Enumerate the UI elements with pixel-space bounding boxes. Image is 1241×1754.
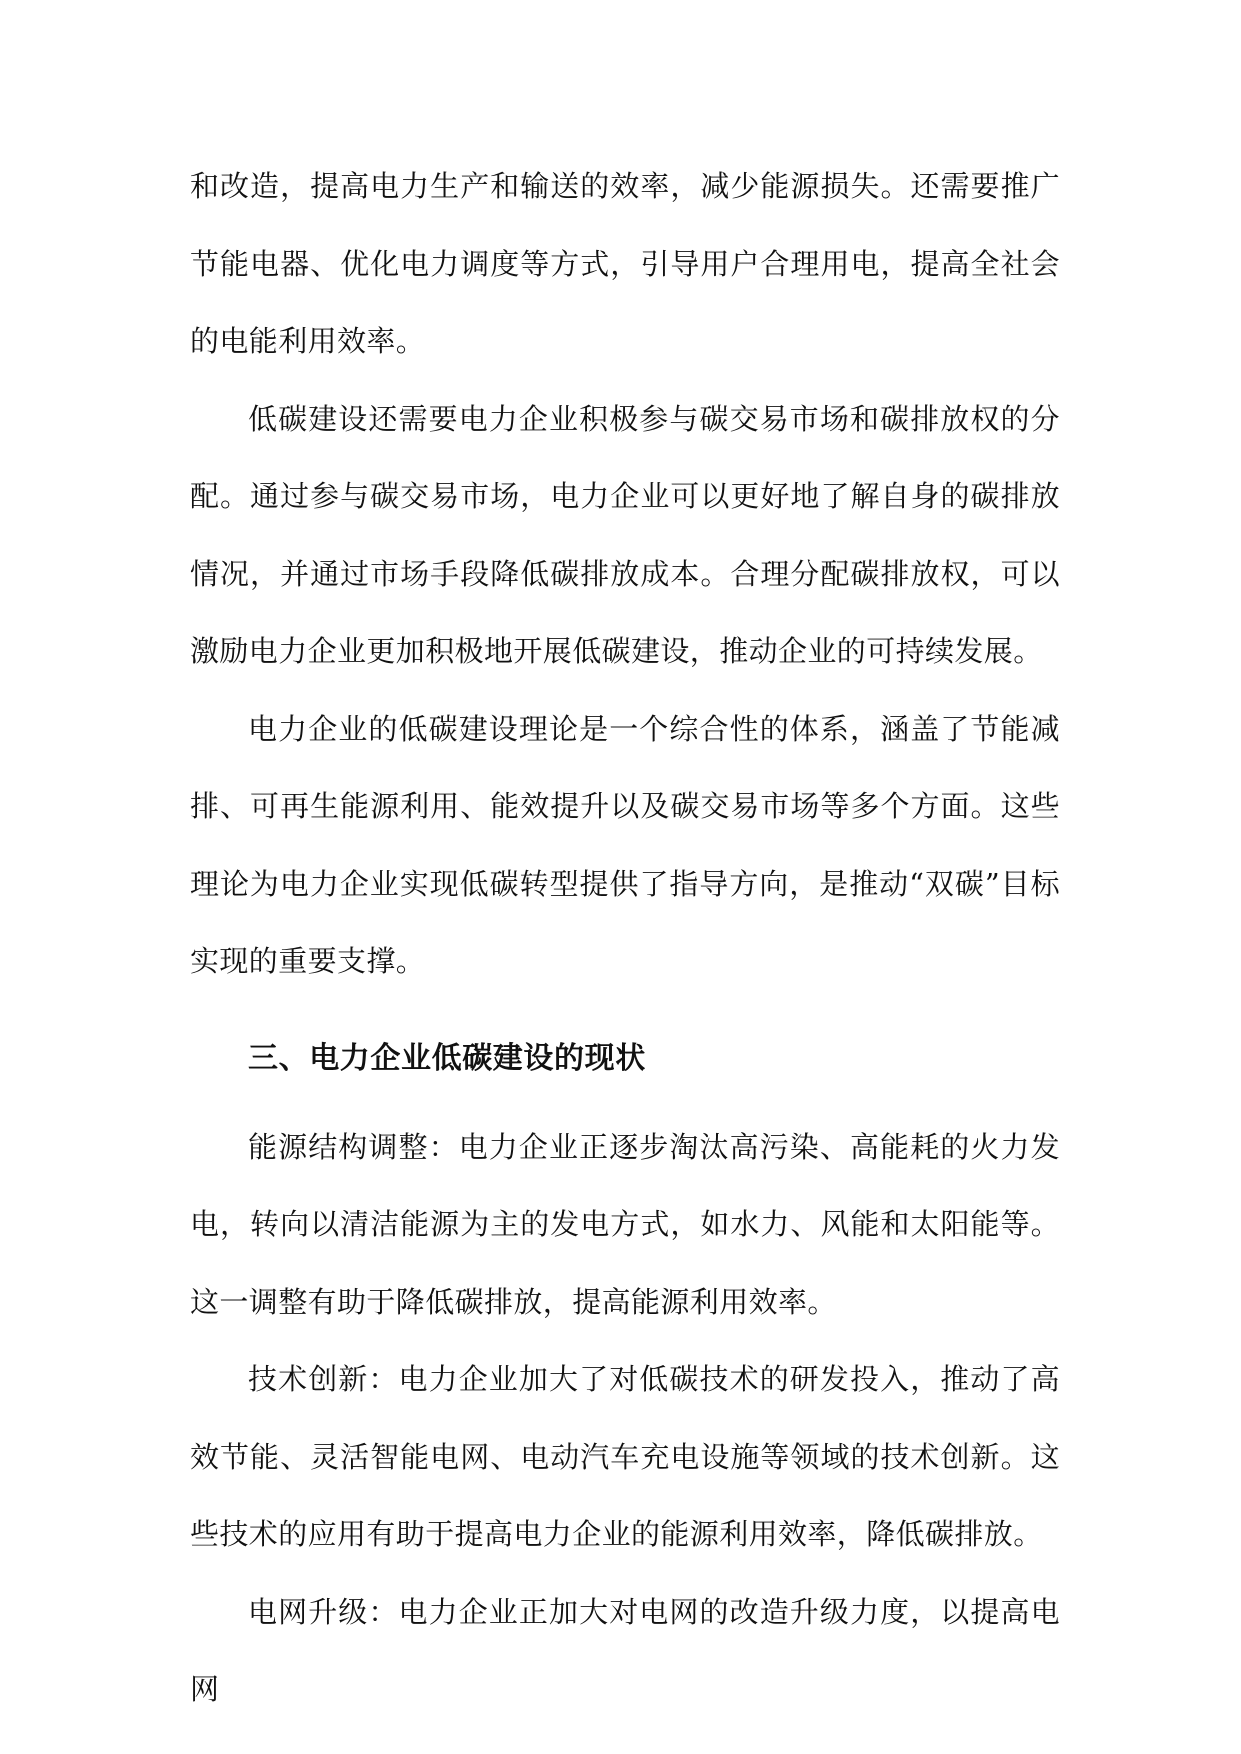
paragraph-carbon-trading: 低碳建设还需要电力企业积极参与碳交易市场和碳排放权的分配。通过参与碳交易市场，电力企业可以更好地了解自身的碳排放情况，并通过市场手段降低碳排放成本。合理分配碳排放权，可以激励电力企业更加积极地开展低碳建设，推动企业的可持续发展。 — [190, 401, 1060, 668]
paragraph-technical-innovation: 技术创新：电力企业加大了对低碳技术的研发投入，推动了高效节能、灵活智能电网、电动汽车充电设施等领域的技术创新。这些技术的应用有助于提高电力企业的能源利用效率，降低碳排放。 — [190, 1362, 1060, 1551]
paragraph-energy-structure: 能源结构调整：电力企业正逐步淘汰高污染、高能耗的火力发电，转向以清洁能源为主的发电方式，如水力、风能和太阳能等。这一调整有助于降低碳排放，提高能源利用效率。 — [190, 1129, 1060, 1319]
section-heading: 三、电力企业低碳建设的现状 — [248, 1040, 646, 1076]
document-body — [190, 148, 1060, 1729]
paragraph-low-carbon-theory: 电力企业的低碳建设理论是一个综合性的体系，涵盖了节能减排、可再生能源利用、能效提升以及碳交易市场等多个方面。这些理论为电力企业实现低碳转型提供了指导方向，是推动“双碳”目标实现的重要支撑。 — [190, 711, 1060, 978]
paragraph-continuation: 和改造，提高电力生产和输送的效率，减少能源损失。还需要推广节能电器、优化电力调度等方式，引导用户合理用电，提高全社会的电能利用效率。 — [190, 169, 1060, 358]
paragraph-grid-upgrade: 电网升级：电力企业正加大对电网的改造升级力度，以提高电网 — [190, 1594, 1060, 1706]
